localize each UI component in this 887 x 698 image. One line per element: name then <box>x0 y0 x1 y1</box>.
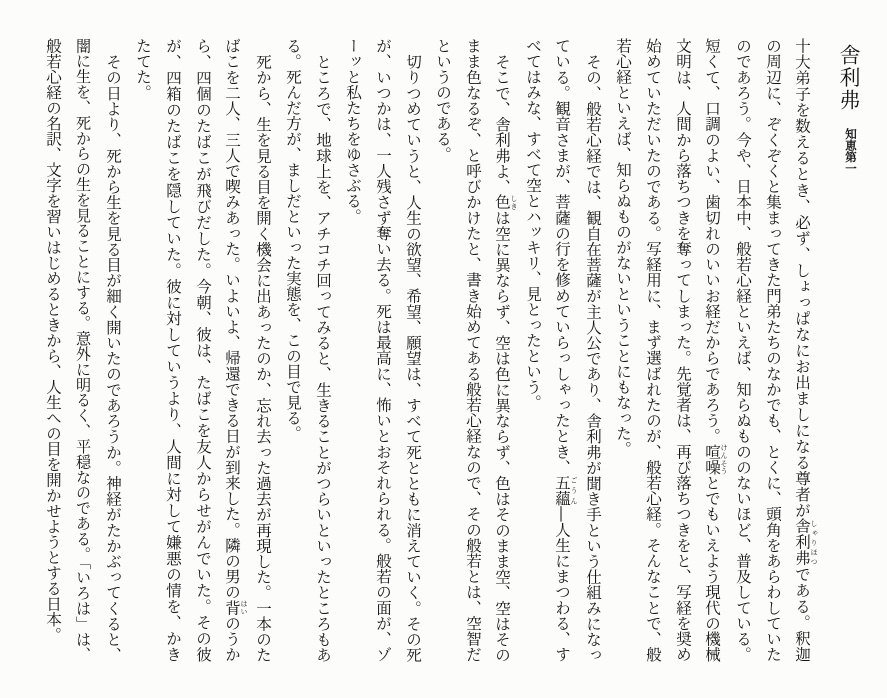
text-column: まま色なるぞ、と呼びかけたと、書き始めてある般若心経なので、その般若とは、空智だ <box>464 38 482 662</box>
text-column <box>488 38 518 662</box>
furigana-reading: けんそう <box>720 443 728 475</box>
text-segment: ―人生にまつわる、す <box>553 506 571 663</box>
text-column: 始めていただいたのである。写経用に、まず選ばれたのが、般若心経。そんなことで、般 <box>644 38 662 662</box>
text-segment: 十大弟子を数えるとき、必ず、しょっぱなにお出ましになる尊者が <box>793 38 811 519</box>
text-column: というのである。 <box>434 38 452 162</box>
furigana-reading: しゃりほつ <box>810 518 818 566</box>
text-column <box>548 38 578 662</box>
text-segment: 短くて、口調のよい、歯切れのいいお経だからであろう。 <box>703 38 721 444</box>
ruby-base: 喧噪 <box>703 443 721 475</box>
text-segment: は空に異ならず、空は色に異ならず、色はそのまま空、空はその <box>493 209 511 663</box>
ruby-base: 五蘊 <box>553 474 571 507</box>
chapter-title: 舎利弗 <box>837 44 861 112</box>
text-column: ーッと私たちをゆさぶる。 <box>344 38 362 224</box>
chapter-subtitle: 知恵第一 <box>844 128 858 174</box>
text-column: る。死んだ方が、ましだといった実態を、この目で見る。 <box>284 38 302 441</box>
text-column: が、四箱のたばこを隠していた。彼に対していうより、人間に対して嫌悪の情を、かき <box>164 38 182 663</box>
text-segment: そこで、舎利弗よ、 <box>493 53 511 194</box>
furigana-ruby <box>553 474 578 507</box>
text-column: 若心経といえば、知らぬものがないということにもなった。 <box>614 38 632 457</box>
furigana-ruby <box>703 443 728 475</box>
text-segment: とでもいえよう現代の機械 <box>703 474 721 663</box>
furigana-ruby <box>223 599 248 616</box>
text-column: べてはみな、すべて空とハッキリ、見とったという。 <box>524 38 542 410</box>
text-segment: ている。観音さまが、菩薩の行を修めていらっしゃったとき、 <box>553 38 571 475</box>
text-column: 死から、生を見る目を開く機会に出あったのか、忘れ去った過去が再現した。一本のた <box>254 53 272 662</box>
text-column: が、いつかは、一人残さず奪い去る。死は最高に、怖いとおそれられる。般若の面が、ゾ <box>374 38 392 662</box>
furigana-ruby <box>493 193 518 210</box>
text-column: のであろう。今や、日本中、般若心経といえば、知らぬもののないほど、普及している。 <box>734 38 752 662</box>
ruby-base: 色 <box>493 193 511 210</box>
text-segment: ばこを二人、三人で喫みあった。いよいよ、帰還できる日が到来した。隣の男の <box>223 38 241 600</box>
text-column: の周辺に、ぞくぞくと集まってきた門弟たちのなかでも、とくに、頭角をあらわしていた <box>764 38 782 662</box>
ruby-base: 背 <box>223 599 241 616</box>
text-segment: である。釈迦 <box>793 566 811 663</box>
text-column <box>698 38 728 662</box>
text-column: ら、四個のたばこが飛びだした。今朝、彼は、たばこを友人からせがんでいた。その彼 <box>194 38 212 662</box>
furigana-reading: しき <box>510 193 518 210</box>
text-segment: のうか <box>223 615 241 663</box>
text-column: たてた。 <box>134 38 152 100</box>
text-column: 般若心経の名訳、文字を習いはじめるときから、人生への目を開かせようとする日本。 <box>44 38 62 643</box>
text-column: その日より、死から生を見る目が細く開いたのであろうか。神経がたかぶってくると、 <box>104 53 122 662</box>
text-column <box>788 38 818 662</box>
text-column <box>218 38 248 662</box>
text-column: 闇に生を、死からの生を見ることにする。意外に明るく、平穏なのである。「いろは」は、 <box>74 38 92 662</box>
ruby-base: 舎利弗 <box>793 518 811 567</box>
furigana-reading: ごうん <box>570 474 578 506</box>
text-column: 文明は、人間から落ちつきを奪ってしまった。先覚者は、再び落ちつきをと、写経を奨め <box>674 38 692 662</box>
text-column: ところで、地球上を、アチコチ回ってみると、生きることがつらいといったところもあ <box>314 53 332 662</box>
furigana-ruby <box>793 518 818 567</box>
text-column: その、般若心経では、観自在菩薩が主人公であり、舎利弗が聞き手という仕組みになっ <box>584 53 602 662</box>
body-text <box>38 38 818 662</box>
text-column: 切りつめていうと、人生の欲望、希望、願望は、すべて死とともに消えていく。その死 <box>404 53 422 662</box>
furigana-reading: はい <box>240 599 248 616</box>
